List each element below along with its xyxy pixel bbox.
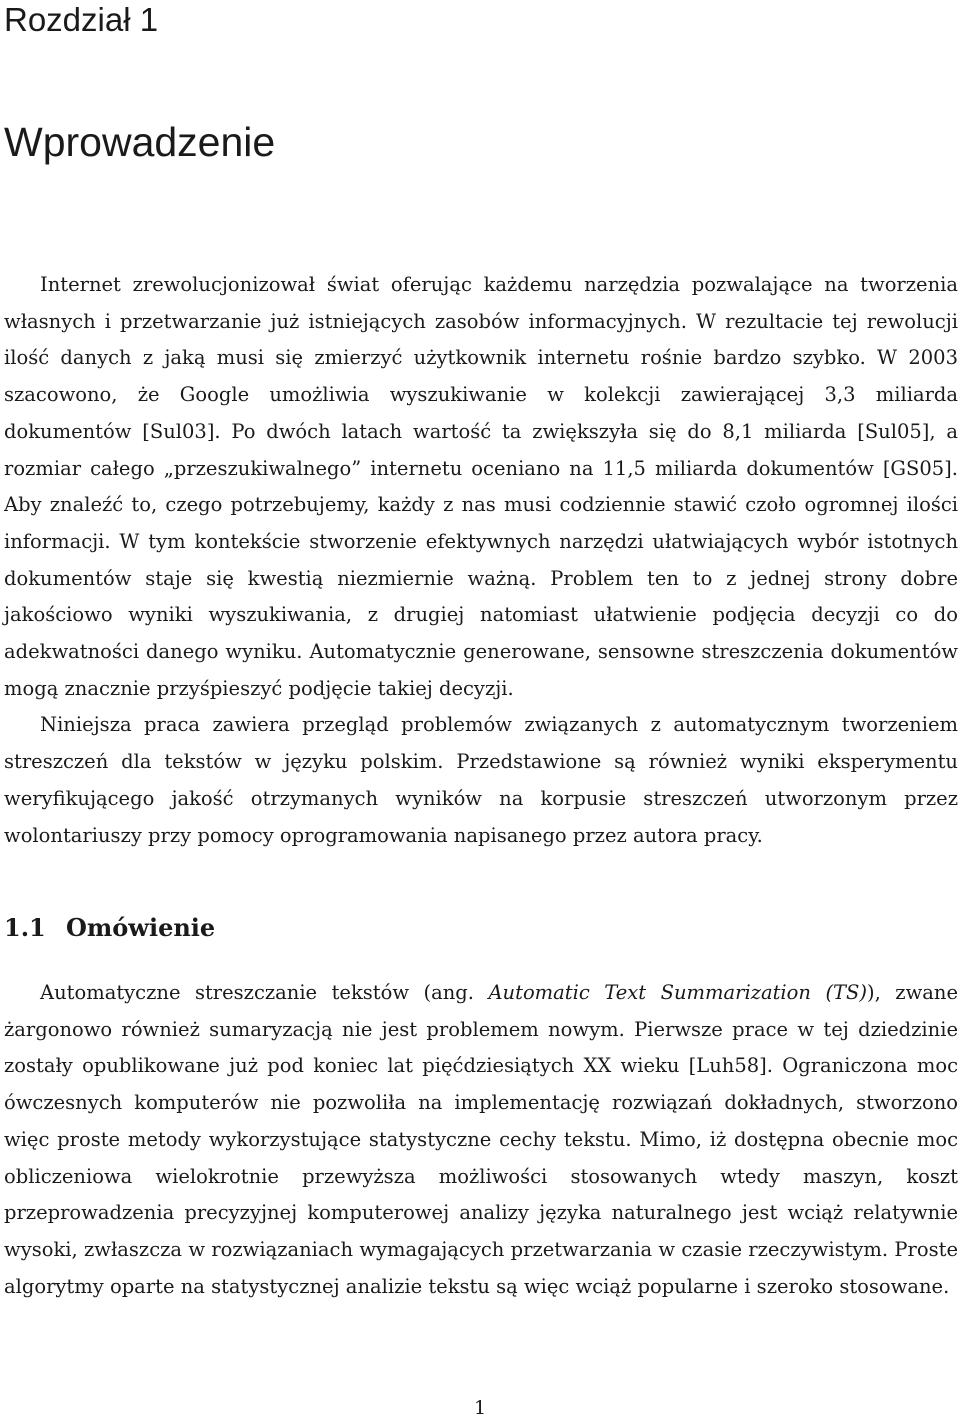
term-italic: Automatic Text Summarization (TS) [488,981,868,1004]
section-title: Omówienie [66,913,216,942]
intro-paragraph-2: Niniejsza praca zawiera przegląd problemów związanych z automatycznym tworzeniem streszczeń dla tekstów w języku polskim. Przedstawione są również wyniki eksperymentu weryfikującego jakość otrzymanych wyników na korpusie streszczeń utworzonym przez wolontariuszy przy pomocy oprogramowania napisanego przez autora pracy. [4,713,958,847]
section-paragraph [4,975,958,1305]
page-number: 1 [473,1397,487,1419]
section-paragraph-start: Automatyczne streszczanie tekstów (ang. [40,981,489,1004]
chapter-title: Wprowadzenie [4,119,276,165]
section-text [4,975,958,1305]
section-number: 1.1 [4,913,46,942]
section-heading [4,908,215,948]
intro-paragraph-1: Internet zrewolucjonizował świat oferując każdemu narzędzia pozwalające na tworzenia własnych i przetwarzanie już istniejących zasobów informacyjnych. W rezultacie tej rewolucji ilość danych z jaką musi się zmierzyć użytkownik internetu rośnie bardzo szybko. W 2003 szacowono, że Google umożliwia wyszukiwanie w kolekcji zawierającej 3,3 miliarda dokumentów [Sul03]. Po dwóch latach wartość ta zwiększyła się do 8,1 miliarda [Sul05], a rozmiar całego „przeszukiwalnego” internetu oceniano na 11,5 miliarda dokumentów [GS05]. Aby znaleźć to, czego potrzebujemy, każdy z nas musi codziennie stawić czoło ogromnej ilości informacji. W tym kontekście stworzenie efektywnych narzędzi ułatwiających wybór istotnych dokumentów staje się kwestią niezmiernie ważną. Problem ten to z jednej strony dobre jakościowo wyniki wyszukiwania, z drugiej natomiast ułatwienie podjęcia decyzji co do adekwatności danego wyniku. Automatycznie generowane, sensowne streszczenia dokumentów mogą znacznie przyśpieszyć podjęcie takiej decyzji. [4,273,958,700]
section-paragraph-rest: ), zwane żargonowo również sumaryzacją nie jest problemem nowym. Pierwsze prace w tej dziedzinie zostały opublikowane już pod koniec lat pięćdziesiątych XX wieku [Luh58]. Ograniczona moc ówczesnych komputerów nie pozwoliła na implementację rozwiązań dokładnych, stworzono więc proste metody wykorzystujące statystyczne cechy tekstu. Mimo, iż dostępna obecnie moc obliczeniowa wielokrotnie przewyższa możliwości stosowanych wtedy maszyn, koszt przeprowadzenia precyzyjnej komputerowej analizy języka naturalnego jest wciąż relatywnie wysoki, zwłaszcza w rozwiązaniach wymagających przetwarzania w czasie rzeczywistym. Proste algorytmy oparte na statystycznej analizie tekstu są więc wciąż popularne i szeroko stosowane. [4,981,959,1298]
intro-text [4,267,958,854]
chapter-label: Rozdział 1 [4,1,159,38]
